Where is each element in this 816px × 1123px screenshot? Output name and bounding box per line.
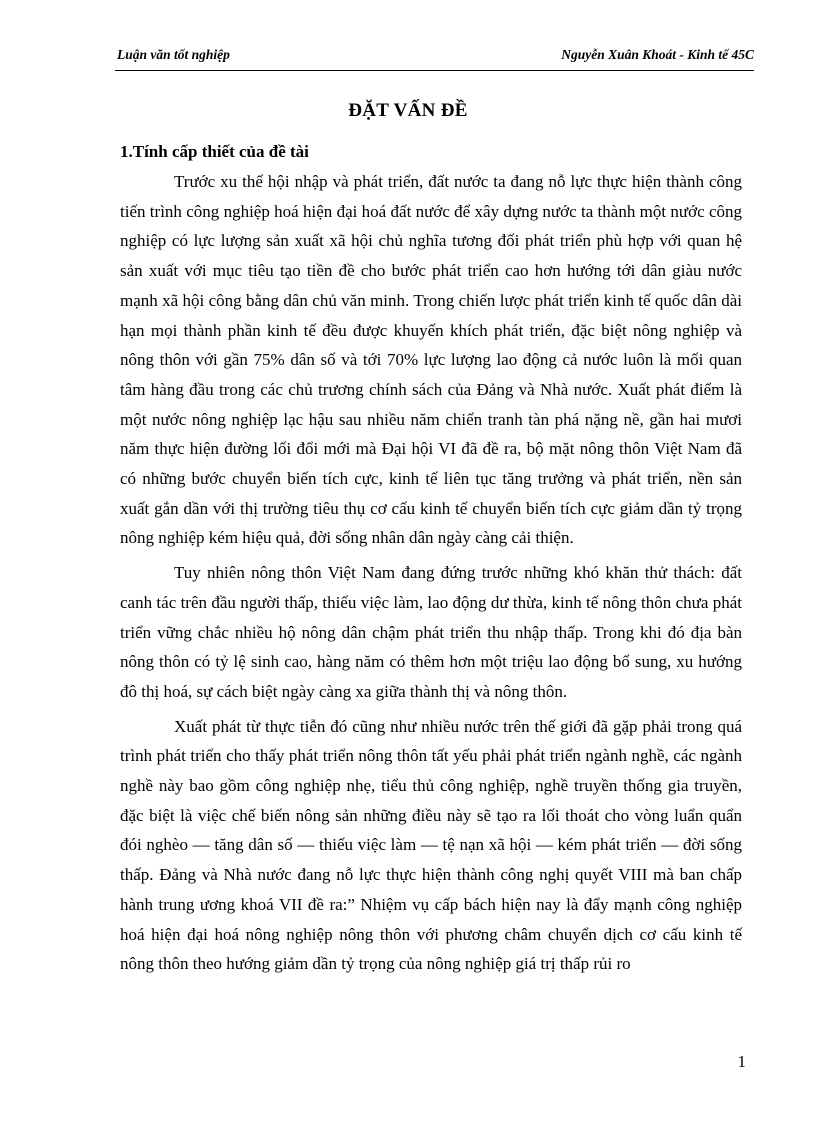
page-title: ĐẶT VẤN ĐỀ	[348, 100, 468, 121]
header-author-label: Nguyễn Xuân Khoát - Kinh tế 45C	[561, 47, 754, 62]
paragraph-2: Tuy nhiên nông thôn Việt Nam đang đứng trước những khó khăn thử thách: đất canh tác trên đầu người thấp, thiếu việc làm, lao động dư thừa, kinh tế nông thôn chưa phát triển vững chắc nhiều hộ nông dân chậm phát triển thu nhập thấp. Trong khi đó địa bàn nông thôn có tỷ lệ sinh cao, hàng năm có thêm hơn một triệu lao động bổ sung, xu hướng đô thị hoá, sự cách biệt ngày càng xa giữa thành thị và nông thôn.	[120, 563, 742, 701]
paragraph-1: Trước xu thế hội nhập và phát triển, đất nước ta đang nỗ lực thực hiện thành công tiến trình công nghiệp hoá hiện đại hoá đất nước để xây dựng nước ta thành một nước công nghiệp có lực lượng sản xuất xã hội chủ nghĩa tương đối phát triển phù hợp với quan hệ sản xuất với mục tiêu tạo tiền đề cho bước phát triển cao hơn hướng tới dân giàu nước mạnh xã hội công bằng dân chủ văn minh. Trong chiến lược phát triển kinh tế quốc dân dài hạn mọi thành phần kinh tế đều được khuyến khích phát triển, đặc biệt nông nghiệp và nông thôn với gần 75% dân số và tới 70% lực lượng lao động cả nước luôn là mối quan tâm hàng đầu trong các chủ trương chính sách của Đảng và Nhà nước. Xuất phát điểm là một nước nông nghiệp lạc hậu sau nhiều năm chiến tranh tàn phá nặng nề, gần hai mươi năm thực hiện đường lối đổi mới mà Đại hội VI đã đề ra, bộ mặt nông thôn Việt Nam đã có những bước chuyển biến tích cực, kinh tế liên tục tăng trưởng và phát triển, nền sản xuất gắn dần với thị trường tiêu thụ cơ cấu kinh tế chuyển biến tích cực giảm dần tỷ trọng nông nghiệp kém hiệu quả, đời sống nhân dân ngày càng cải thiện.	[120, 172, 742, 548]
header-thesis-label: Luận văn tốt nghiệp	[117, 47, 230, 62]
page-header	[117, 47, 754, 71]
section-body	[120, 167, 742, 984]
paragraph-3: Xuất phát từ thực tiễn đó cũng như nhiều nước trên thế giới đã gặp phải trong quá trình phát triển cho thấy phát triển nông thôn tất yếu phải phát triển ngành nghề, các ngành nghề này bao gồm công nghiệp nhẹ, tiểu thủ công nghiệp, nghề truyền thống gia truyền, đặc biệt là việc chế biến nông sản những điều này sẽ tạo ra lối thoát cho vòng luẩn quẩn đói nghèo — tăng dân số — thiếu việc làm — tệ nạn xã hội — kém phát triển — đời sống thấp. Đảng và Nhà nước đang nỗ lực thực hiện thành công nghị quyết VIII mà ban chấp hành trung ương khoá VII đề ra:” Nhiệm vụ cấp bách hiện nay là đẩy mạnh công nghiệp hoá hiện đại hoá nông nghiệp nông thôn với phương châm chuyển dịch cơ cấu kinh tế nông thôn theo hướng giảm dần tỷ trọng của nông nghiệp giá trị thấp rủi ro	[120, 716, 742, 974]
section-heading: 1.Tính cấp thiết của đề tài	[120, 142, 309, 161]
page-number: 1	[737, 1052, 746, 1071]
header-divider	[115, 70, 754, 71]
